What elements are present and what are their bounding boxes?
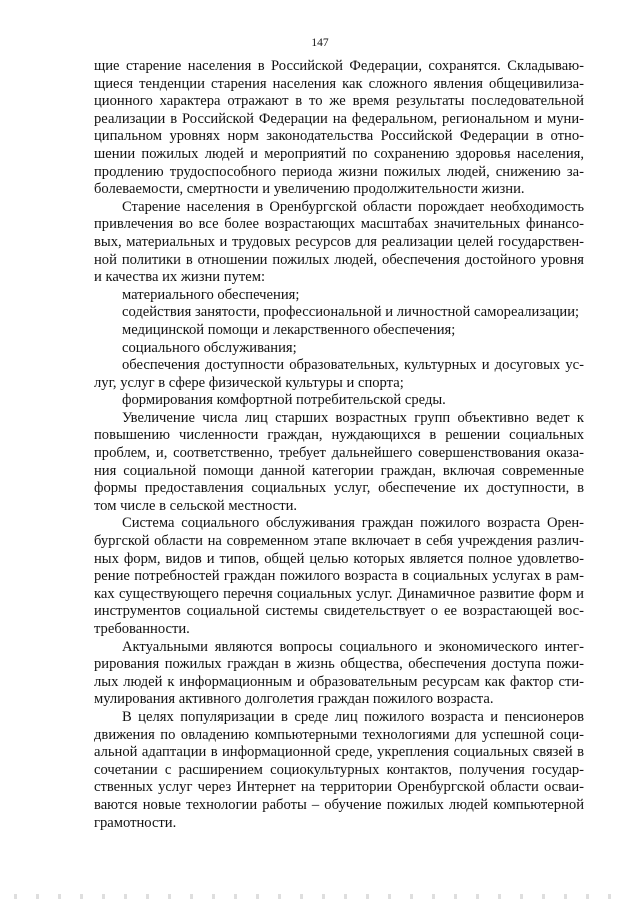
text-line: шении пожилых людей и мероприятий по сохранению здоровья населения,: [94, 145, 584, 162]
text-line: ципальном уровнях норм законодательства Российской Федерации в отно-: [94, 128, 584, 145]
list-item: содействия занятости, профессиональной и личностной самореализации;: [122, 304, 580, 321]
text-line: продлению трудоспособного периода жизни пожилых людей, снижению за-: [94, 163, 584, 180]
text-line: ния социальной помощи данной категории граждан, включая современные: [94, 462, 584, 479]
text-line: рение потребностей граждан пожилого возраста в социальных услугах в рам-: [94, 568, 584, 585]
text-line: щие старение населения в Российской Федерации, сохранятся. Складываю-: [94, 58, 584, 74]
text-line: ционного характера отражают в то же время результаты последовательной: [94, 93, 584, 110]
text-line: ках существующего перечня социальных услуг. Динамичное развитие форм и: [94, 585, 584, 602]
text-line: лых людей к информационным и образовательным ресурсам как фактор сти-: [94, 673, 584, 690]
text-line: требованности.: [94, 621, 190, 637]
text-line: грамотности.: [94, 814, 177, 831]
list-item: формирования комфортной потребительской среды.: [122, 392, 446, 409]
text-line: инструментов социальной системы свидетельствует о ее возрастающей вос-: [94, 603, 584, 620]
text-line: рирования пожилых граждан в жизнь общества, обеспечения доступа пожи-: [94, 656, 584, 673]
text-line: и качества их жизни путем:: [94, 269, 266, 286]
text-line: ных форм, видов и типов, общей целью которых является полное удовлетво-: [94, 550, 584, 567]
list-item: материального обеспечения;: [122, 286, 300, 303]
text-line: альной адаптации в информационной среде, укрепления социальных связей в: [94, 744, 584, 761]
text-line: В целях популяризации в среде лиц пожилого возраста и пенсионеров: [122, 708, 584, 725]
list-item: медицинской помощи и лекарственного обеспечения;: [122, 321, 456, 338]
text-line: повышению численности граждан, нуждающихся в решении социальных: [94, 427, 584, 444]
text-line: Увеличение числа лиц старших возрастных групп объективно ведет к: [122, 409, 584, 426]
text-line: формы предоставления социальных услуг, обеспечение их доступности, в: [94, 480, 584, 497]
text-line: сочетании с расширением социокультурных контактов, получения государ-: [94, 761, 584, 778]
text-line: болеваемости, смертности и увеличению продолжительности жизни.: [94, 181, 525, 198]
text-line: реализации в Российской Федерации на федеральном, региональном и муни-: [94, 110, 584, 127]
text-line: щиеся тенденции старения населения как сложного явления общецивилиза-: [94, 75, 584, 92]
text-line: Старение населения в Оренбургской области порождает необходимость: [122, 198, 584, 215]
text-line: том числе в сельской местности.: [94, 497, 298, 514]
list-item: луг, услуг в сфере физической культуры и спорта;: [94, 374, 404, 391]
text-line: Система социального обслуживания граждан пожилого возраста Орен-: [122, 515, 584, 532]
text-line: движения по овладению компьютерными технологиями для успешной соци-: [94, 726, 584, 743]
text-line: вых, материальных и трудовых ресурсов для реализации целей государствен-: [94, 233, 584, 250]
text-line: ственных услуг через Интернет на территории Оренбургской области осваи-: [94, 779, 584, 796]
body-text: [94, 58, 584, 832]
text-line: проблем, и, соответственно, требует дальнейшего совершенствования оказа-: [94, 445, 584, 462]
scan-artifact: [14, 894, 626, 899]
text-line: мулирования активного долголетия граждан пожилого возраста.: [94, 691, 494, 708]
text-line: ваются новые технологии работы – обучение пожилых людей компьютерной: [94, 796, 584, 813]
list-item: социального обслуживания;: [122, 339, 297, 356]
page-number: 147: [311, 37, 329, 49]
list-item: обеспечения доступности образовательных, культурных и досуговых ус-: [122, 357, 584, 374]
text-line: ной политики в отношении пожилых людей, обеспечения достойного уровня: [94, 251, 584, 268]
text-line: привлечения во все более возрастающих масштабах значительных финансо-: [94, 216, 584, 233]
text-line: бургской области на современном этапе включает в себя учреждения различ-: [94, 533, 584, 550]
text-line: Актуальными являются вопросы социального и экономического интег-: [122, 638, 584, 655]
